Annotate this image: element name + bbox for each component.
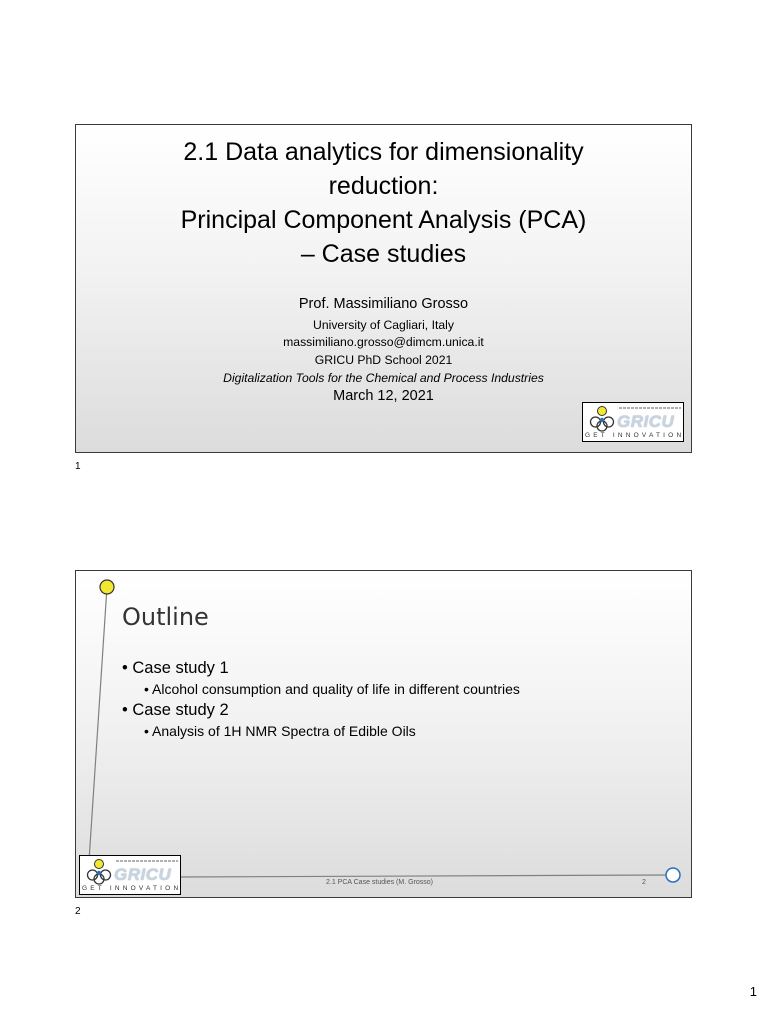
gricu-emblem-icon bbox=[86, 858, 112, 886]
list-item: • Case study 1 bbox=[122, 657, 520, 679]
slide-1 bbox=[75, 124, 692, 453]
logo-tagline: GET INNOVATION bbox=[585, 432, 685, 439]
author-email: massimiliano.grosso@dimcm.unica.it bbox=[283, 335, 484, 349]
decoration-horizontal-line bbox=[176, 875, 672, 877]
slide-1-number: 1 bbox=[75, 461, 81, 472]
outline-title: Outline bbox=[122, 603, 209, 631]
affiliation: University of Cagliari, Italy bbox=[313, 318, 454, 332]
slide-2 bbox=[75, 570, 692, 898]
author-name: Prof. Massimiliano Grosso bbox=[298, 296, 469, 312]
blue-dot-icon bbox=[666, 868, 680, 882]
slide-footer: 2.1 PCA Case studies (M. Grosso) bbox=[326, 879, 433, 886]
decoration-vertical-line bbox=[89, 587, 107, 861]
title-line-3: Principal Component Analysis (PCA) bbox=[180, 206, 587, 234]
yellow-dot-icon bbox=[100, 580, 114, 594]
title-line-1: 2.1 Data analytics for dimensionality bbox=[183, 138, 584, 166]
logo-tagline: GET INNOVATION bbox=[82, 885, 182, 892]
list-subitem: • Analysis of 1H NMR Spectra of Edible Oils bbox=[144, 721, 520, 741]
logo-wordmark: GRICU bbox=[114, 865, 172, 884]
slide-1-title bbox=[76, 135, 691, 271]
school-name: GRICU PhD School 2021 bbox=[314, 353, 453, 367]
list-subitem: • Alcohol consumption and quality of life in different countries bbox=[144, 679, 520, 699]
logo-wordmark: GRICU bbox=[617, 412, 675, 431]
title-line-2: reduction: bbox=[328, 172, 439, 200]
school-subtitle: Digitalization Tools for the Chemical and Process Industries bbox=[223, 371, 544, 385]
list-item: • Case study 2 bbox=[122, 699, 520, 721]
slide-2-number: 2 bbox=[75, 906, 81, 917]
outline-list bbox=[122, 657, 520, 741]
title-line-4: – Case studies bbox=[300, 240, 467, 268]
logo-caption bbox=[116, 860, 178, 862]
gricu-logo bbox=[582, 402, 684, 442]
logo-caption bbox=[619, 407, 681, 409]
slide-footer-number: 2 bbox=[642, 879, 646, 886]
gricu-logo bbox=[79, 855, 181, 895]
page-number: 1 bbox=[749, 984, 757, 999]
gricu-emblem-icon bbox=[589, 405, 615, 433]
presentation-date: March 12, 2021 bbox=[333, 388, 434, 404]
